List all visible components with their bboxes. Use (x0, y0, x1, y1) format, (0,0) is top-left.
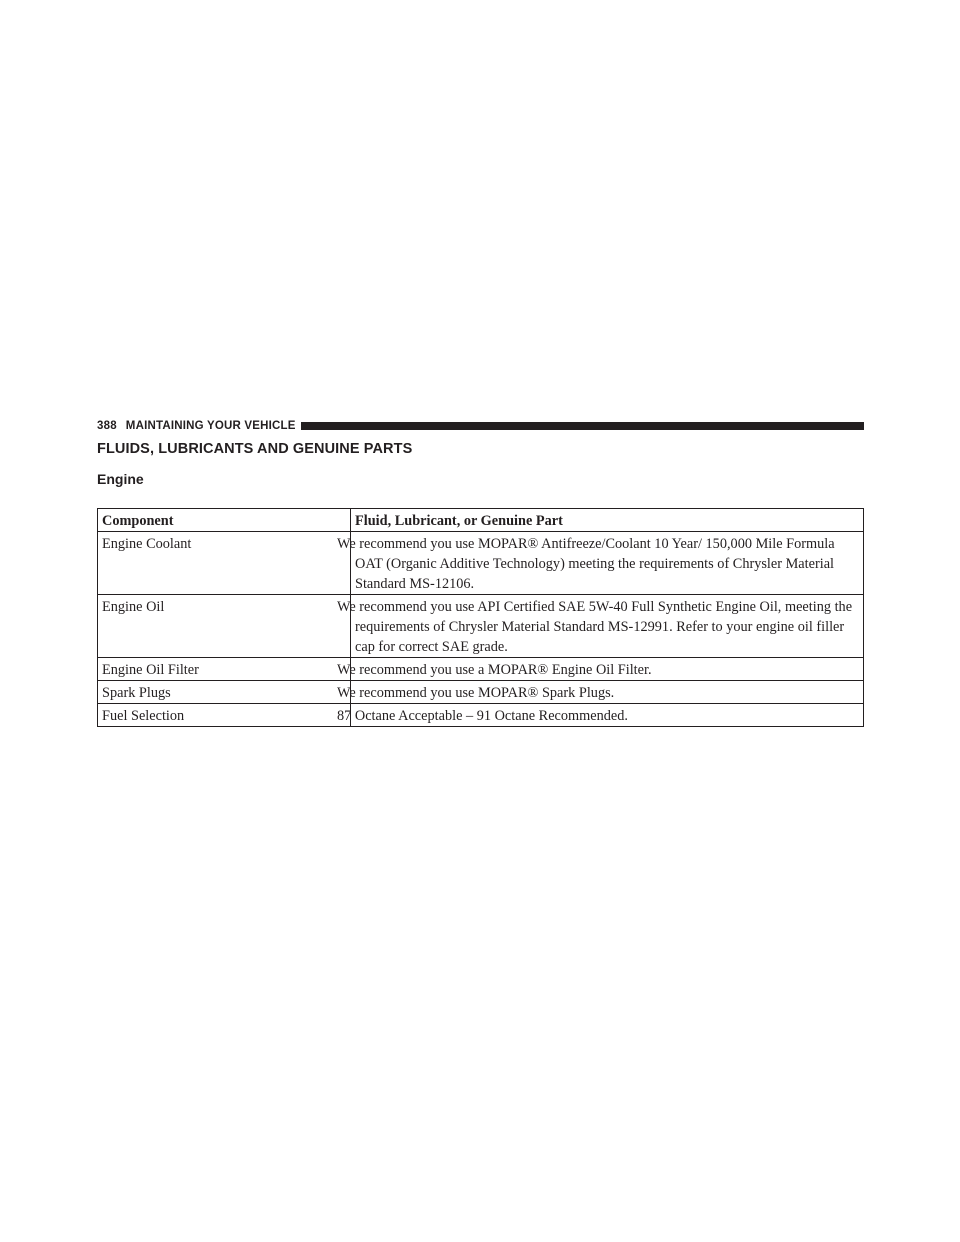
component-cell: Engine Oil (98, 595, 351, 658)
column-header-part: Fluid, Lubricant, or Genuine Part (351, 509, 864, 532)
component-cell: Engine Coolant (98, 532, 351, 595)
table-row (98, 658, 864, 681)
component-cell: Fuel Selection (98, 704, 351, 727)
column-header-component: Component (98, 509, 351, 532)
part-cell: We recommend you use API Certified SAE 5W-40 Full Synthetic Engine Oil, meeting the requirements of Chrysler Material Standard MS-12991. Refer to your engine oil filler cap for correct SAE grade. (351, 595, 864, 658)
page-number: 388 (97, 420, 117, 432)
running-section-name: MAINTAINING YOUR VEHICLE (125, 420, 296, 432)
part-cell: 87 Octane Acceptable – 91 Octane Recommended. (351, 704, 864, 727)
part-cell: We recommend you use MOPAR® Spark Plugs. (351, 681, 864, 704)
section-title: FLUIDS, LUBRICANTS AND GENUINE PARTS (97, 441, 413, 457)
table-row (98, 532, 864, 595)
subsection-title: Engine (97, 471, 144, 487)
fluids-parts-table (97, 508, 864, 727)
header-rule (301, 422, 864, 430)
part-cell: We recommend you use MOPAR® Antifreeze/Coolant 10 Year/ 150,000 Mile Formula OAT (Organic Additive Technology) meeting the requirements of Chrysler Material Standard MS-12106. (351, 532, 864, 595)
table-row (98, 681, 864, 704)
table-row (98, 595, 864, 658)
component-cell: Engine Oil Filter (98, 658, 351, 681)
table-header-row (98, 509, 864, 532)
page-header (97, 419, 864, 433)
component-cell: Spark Plugs (98, 681, 351, 704)
table-row (98, 704, 864, 727)
part-cell: We recommend you use a MOPAR® Engine Oil Filter. (351, 658, 864, 681)
